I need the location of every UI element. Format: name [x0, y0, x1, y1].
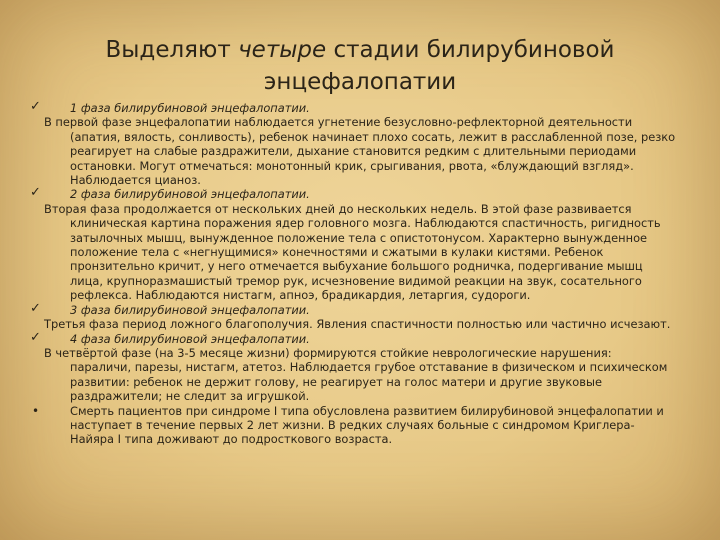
slide-title [0, 34, 720, 98]
phase-4-label: 4 фаза билирубиновой энцефалопатии. [70, 331, 310, 346]
phase-2-heading [30, 185, 676, 202]
checkmark-icon: ✓ [30, 329, 41, 345]
title-line-2: энцефалопатии [263, 69, 457, 95]
death-note-text: Смерть пациентов при синдроме I типа обусловлена развитием билирубиновой энцефалопатии и наступает в течение первых 2 лет жизни. В редких случаях больные с синдромом Криглера-Найяра I типа доживают до подросткового возраста. [70, 403, 664, 447]
phase-2-text: Вторая фаза продолжается от нескольких дней до нескольких недель. В этой фазе развивается клиническая картина поражения ядер головного мозга. Наблюдаются спастичность, ригидность затылочных мышц, вынужденное положение тела с опистотонусом. Характерно вынужденное положение тела с «негнущимися» конечностями и сжатыми в кулаки кистями. Ребенок пронзительно кричит, у него отмечается выбухание большого родничка, подергивание мышц лица, крупноразмашистый тремор рук, исчезновение видимой реакции на звук, сосательного рефлекса. Наблюдаются нистагм, апноэ, брадикардия, летаргия, судороги. [44, 201, 661, 303]
title-part-2: стадии билирубиновой [326, 37, 615, 63]
death-note-bullet [32, 403, 676, 447]
checkmark-icon: ✓ [30, 99, 41, 114]
phase-4-text: В четвёртой фазе (на 3-5 месяце жизни) формируются стойкие неврологические нарушения: параличи, парезы, нистагм, атетоз. Наблюдается грубое отставание в физическом и психическом развитии: ребенок не держит голову, не реагирует на голос матери и другие звуковые раздражители; не следит за игрушкой. [44, 345, 668, 404]
phase-1-text: В первой фазе энцефалопатии наблюдается угнетение безусловно-рефлекторной деятельности (апатия, вялость, сонливость), ребенок начинает плохо сосать, лежит в расслабленной позе, резко реагирует на слабые раздражители, дыхание становится редким с длительными периодами остановки. Могут отмечаться: монотонный крик, срыгивания, рвота, «блуждающий взгляд». Наблюдается цианоз. [44, 115, 676, 188]
title-part-1: Выделяют [105, 37, 239, 63]
phase-2-label: 2 фаза билирубиновой энцефалопатии. [70, 187, 310, 202]
phase-3-label: 3 фаза билирубиновой энцефалопатии. [70, 302, 310, 317]
phase-4-heading [30, 329, 676, 346]
phase-1-heading [30, 99, 676, 115]
phase-3-heading [30, 300, 676, 317]
phase-3-text: Третья фаза период ложного благополучия. Явления спастичности полностью или частично исчезают. [44, 317, 671, 332]
slide-body [30, 99, 676, 447]
bullet-icon: • [32, 403, 40, 418]
checkmark-icon: ✓ [30, 300, 41, 316]
checkmark-icon: ✓ [30, 185, 41, 201]
phase-1-label: 1 фаза билирубиновой энцефалопатии. [70, 101, 310, 115]
title-line-1 [0, 34, 720, 66]
title-emphasis: четыре [238, 37, 327, 63]
